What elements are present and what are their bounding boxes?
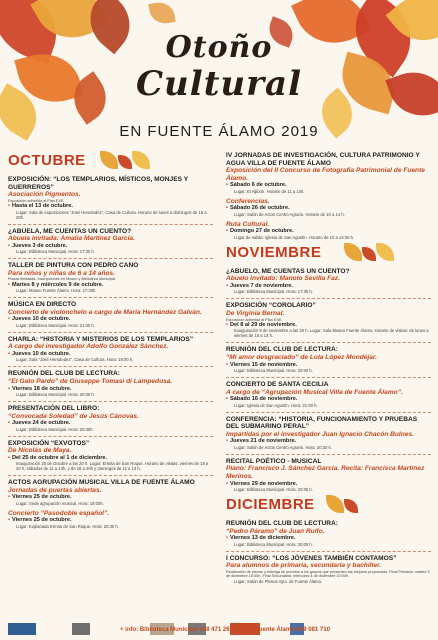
event-date: • Jueves 3 de octubre.	[8, 243, 213, 249]
event-item	[226, 346, 431, 373]
event-date: • Del 8 al 29 de noviembre.	[226, 322, 431, 328]
event-subtitle: Piano: Francisco J. Sánchez García. Recita: Francisca Martínez Merinos.	[226, 465, 425, 480]
event-location: Lugar: Biblioteca Municipal. Hora: 20:00 h.	[234, 541, 313, 547]
event-item	[8, 510, 213, 529]
event-subtitle: De Nicolás de Maya.	[8, 447, 72, 455]
event-heading: ACTOS AGRUPACIÓN MUSICAL VILLA DE FUENTE ÁLAMO	[8, 479, 195, 487]
event-date: • Viernes 25 de octubre.	[8, 494, 213, 500]
event-subtitle: A cargo de “Agrupación Musical Villa de Fuente Álamo”.	[226, 388, 403, 396]
divider	[226, 551, 431, 552]
divider	[8, 366, 213, 367]
month-heading-noviembre	[226, 244, 431, 264]
event-subtitle: De Virginia Bernal.	[226, 309, 285, 317]
event-item	[8, 405, 213, 432]
divider	[8, 297, 213, 298]
event-heading: MÚSICA EN DIRECTO	[8, 301, 77, 309]
event-subtitle: “Convocada Soledad” de Jesús Cánovas.	[8, 412, 139, 420]
divider	[226, 342, 431, 343]
event-heading: REUNIÓN DEL CLUB DE LECTURA:	[226, 346, 338, 354]
month-heading-octubre	[8, 152, 213, 172]
event-date: • Sábado 26 de octubre.	[226, 205, 431, 211]
event-location: Lugar: Biblioteca Municipal. Hora: 17:30 h.	[234, 289, 313, 295]
event-date: • Viernes 15 de noviembre.	[226, 362, 431, 368]
event-subtitle: Concierto de violonchelo a cargo de María Hernández Galván.	[8, 308, 202, 316]
event-note: Exposición adherida al Plan EXE.	[226, 317, 283, 322]
event-date: • Viernes 13 de diciembre.	[226, 535, 431, 541]
event-subtitle: Para niños y niñas de 6 a 14 años.	[8, 269, 116, 277]
event-item	[226, 268, 431, 295]
month-label: DICIEMBRE	[226, 495, 315, 513]
event-location: Lugar: Salón de Plenos Ayto. de Fuente Álamo.	[234, 578, 323, 584]
event-item	[8, 228, 213, 255]
divider	[226, 298, 431, 299]
month-label: NOVIEMBRE	[226, 243, 322, 261]
divider	[8, 475, 213, 476]
event-heading: EXPOSICIÓN “EXVOTOS”	[8, 439, 90, 447]
event-item	[226, 198, 431, 217]
divider	[8, 258, 213, 259]
divider	[8, 436, 213, 437]
event-subtitle: “Mi amor desgraciado” de Lola López Mondéjar.	[226, 353, 377, 361]
event-heading: REUNIÓN DEL CLUB DE LECTURA:	[226, 519, 338, 527]
event-note: Realización de piezas y entrega de premios a los grupos que presenten las mejores propuestas. Final Primaria: martes 3 de diciembre 10:00h. Final Secundaria: miércoles 4 de diciembre 10:00h.	[226, 569, 430, 579]
event-item	[226, 221, 431, 240]
divider	[8, 401, 213, 402]
event-date: • Jueves 10 de octubre.	[8, 351, 213, 357]
event-location: Lugar: Sala de exposiciones “José Hernández”, Casa de Cultura. Horario de lunes a domingos de 18 a 20h.	[16, 209, 207, 220]
event-heading: REUNIÓN DEL CLUB DE LECTURA:	[8, 370, 120, 378]
event-item	[226, 416, 431, 450]
event-heading: RECITAL POÉTICO - MUSICAL	[226, 457, 322, 465]
event-note: Plazas limitadas. Inscripciones en Museo y Biblioteca Municipal.	[8, 277, 117, 282]
page-subtitle: EN FUENTE ÁLAMO 2019	[119, 123, 319, 140]
event-item	[8, 336, 213, 363]
event-location: Lugar: Sala “José Hernández”, Casa de Cultura. Hora: 19:00 h.	[16, 357, 134, 363]
header	[0, 0, 438, 148]
event-location: Lugar: Salón de Actos Centro Agrario. Horario de 10 a 14 h.	[234, 211, 345, 217]
event-item	[8, 440, 213, 472]
event-note: Exposición adherida al Plan EXE.	[8, 198, 65, 203]
event-item	[226, 302, 431, 338]
event-item	[226, 152, 431, 194]
event-location: Lugar: Explanada Ermita de San Roque. Hora: 20:30 h.	[16, 523, 119, 529]
event-date: • Viernes 29 de noviembre.	[226, 481, 431, 487]
event-subtitle: “El Gato Pardo” de Giuseppe Tomasi di Lampedusa.	[8, 377, 173, 385]
event-heading: PRESENTACIÓN DEL LIBRO:	[8, 404, 100, 412]
event-date: • Domingo 27 de octubre.	[226, 228, 431, 234]
event-date: • Martes 8 y miércoles 9 de octubre.	[8, 282, 213, 288]
divider	[226, 412, 431, 413]
event-subtitle: “Pedro Páramo” de Juan Rulfo.	[226, 527, 325, 535]
event-location: Lugar: Salón de Actos Centro Agrario. Hora: 20:30 h.	[234, 444, 333, 450]
event-location: Lugar: Museo Fuente Álamo. Hora: 17:30h.	[16, 288, 97, 294]
event-location: Lugar: Biblioteca Municipal. Hora: 21:00 h.	[16, 322, 95, 328]
leaf-icon	[132, 151, 150, 169]
title-line1: Otoño	[165, 30, 273, 65]
event-heading: IV JORNADAS DE INVESTIGACIÓN, CULTURA PATRIMONIO Y AGUA VILLA DE FUENTE ÁLAMO	[226, 152, 420, 167]
leaf-icon	[100, 151, 118, 169]
leaf-icon	[376, 243, 394, 261]
title-line2: Cultural	[136, 64, 302, 104]
event-heading: EXPOSICIÓN: “LOS TEMPLARIOS, MÍSTICOS, MONJES Y GUERREROS”	[8, 176, 189, 191]
event-item	[226, 458, 431, 492]
divider	[8, 224, 213, 225]
event-item	[8, 479, 213, 506]
leaf-icon	[344, 243, 362, 261]
column-left	[8, 152, 213, 533]
event-list-octubre	[8, 176, 213, 529]
event-heading: ¿ABUELA, ME CUENTAS UN CUENTO?	[8, 227, 132, 235]
leaf-icon	[326, 495, 344, 513]
event-heading: I CONCURSO: “LOS JÓVENES TAMBIÉN CONTAMOS”	[226, 554, 397, 562]
event-subtitle: Asociación Pigmentos.	[8, 191, 81, 199]
event-item	[8, 262, 213, 293]
event-subtitle: Concierto “Pasodoble español”.	[8, 509, 110, 517]
event-heading: CHARLA: “HISTORIA Y MISTERIOS DE LOS TEMPLARIOS”	[8, 335, 194, 343]
event-subtitle: Abuelo invitado: Manolo Sevilla Faz.	[226, 275, 340, 283]
month-heading-diciembre	[226, 496, 431, 516]
event-list-jornadas	[226, 152, 431, 240]
event-location: Lugar: Biblioteca Municipal. Hora: 17:30 h.	[16, 249, 95, 255]
event-subtitle: A cargo del investigador Adolfo González Sánchez.	[8, 343, 169, 351]
leaf-decoration	[148, 0, 175, 26]
leaf-icon	[344, 499, 358, 513]
event-subtitle: Jornadas de puertas abiertas.	[8, 486, 102, 494]
event-heading: TALLER DE PINTURA CON PEDRO CANO	[8, 262, 139, 270]
event-heading: EXPOSICIÓN “COROLARIO”	[226, 302, 316, 310]
event-subtitle: Ruta Cultural.	[226, 220, 270, 228]
divider	[8, 332, 213, 333]
event-location: Lugar: Iglesia de San Agustín. Hora: 21:00 h.	[234, 402, 318, 408]
event-location: Lugar: Biblioteca Municipal. Hora: 20:00 h.	[234, 486, 313, 492]
leaf-icon	[118, 155, 132, 169]
event-subtitle: Impartidas por el investigador Juan Ignacio Chacón Bulnes.	[226, 430, 414, 438]
event-date: • Sábado 16 de noviembre.	[226, 396, 431, 402]
event-date: • Hasta el 13 de octubre.	[8, 203, 213, 209]
event-subtitle: Abuela invitada: Amalia Martínez García.	[8, 235, 135, 243]
event-date: • Del 25 de octubre al 1 de diciembre.	[8, 455, 213, 461]
event-subtitle: Para alumnos de primaria, secundaria y bachiller.	[226, 562, 382, 570]
leaf-icon	[362, 247, 376, 261]
event-date: • Viernes 25 de octubre.	[8, 517, 213, 523]
month-label: OCTUBRE	[8, 152, 86, 169]
column-right	[226, 152, 431, 588]
event-item	[226, 381, 431, 408]
event-location: Lugar: El Aljibón. Horario de 11 a 14h.	[234, 188, 305, 194]
partner-logo-icon	[72, 623, 90, 635]
event-location: Lugar: Biblioteca Municipal. Hora: 20:30h.	[16, 426, 94, 432]
event-item	[8, 370, 213, 397]
divider	[226, 377, 431, 378]
footer-info: + info: Biblioteca Municipal 638 471 263 Museo Fuente Álamo 669 081 710	[120, 627, 330, 633]
event-heading: ¿ABUELO, ME CUENTAS UN CUENTO?	[226, 267, 350, 275]
event-heading: CONCIERTO DE SANTA CECILIA	[226, 380, 329, 388]
event-list-noviembre	[226, 268, 431, 492]
event-item	[8, 176, 213, 220]
event-date: • Jueves 24 de octubre.	[8, 420, 213, 426]
event-date: • Jueves 10 de octubre.	[8, 316, 213, 322]
event-date: • Sábado 6 de octubre.	[226, 182, 431, 188]
event-location: Inauguración 8 de noviembre a las 20 h. Lugar: Sala Museo Fuente Álamo. Horario de visitas: de lunes a viernes de 10 a 14 h.	[234, 328, 429, 339]
event-date: • Jueves 7 de noviembre.	[226, 283, 431, 289]
event-heading: CONFERENCIA: “HISTORIA, FUNCIONAMIENTO Y PRUEBAS DEL SUBMARINO PERAL”	[226, 415, 418, 431]
event-item	[226, 520, 431, 547]
council-logo-icon	[8, 623, 36, 635]
divider	[226, 454, 431, 455]
event-subtitle: Conferencias.	[226, 197, 270, 205]
event-location: Lugar de salida: Iglesia de San Agustín. Horario de 10 a 14:30 h.	[234, 234, 355, 240]
event-date: • Viernes 18 de octubre.	[8, 386, 213, 392]
event-location: Lugar: Biblioteca Municipal. Hora: 20:00 h.	[234, 367, 313, 373]
event-location: Lugar: Biblioteca Municipal. Hora: 20:00 h.	[16, 391, 95, 397]
event-item	[8, 301, 213, 328]
event-date: • Jueves 21 de noviembre.	[226, 438, 431, 444]
event-location: Lugar: Sede agrupación musical. Hora: 18:00h.	[16, 500, 104, 506]
event-location: Inauguración 25 de Octubre a las 20 h. Lugar: Ermita de San Roque. Horario de visitas: viernes de 18 a 20 h, sábados de 11 a 13h, y de 18 a 20h y domingos de 11 a 13 h.	[16, 461, 209, 472]
event-item	[226, 555, 431, 584]
event-subtitle: Exposición del II Concurso de Fotografía Patrimonial de Fuente Álamo.	[226, 167, 425, 182]
event-list-diciembre	[226, 520, 431, 584]
